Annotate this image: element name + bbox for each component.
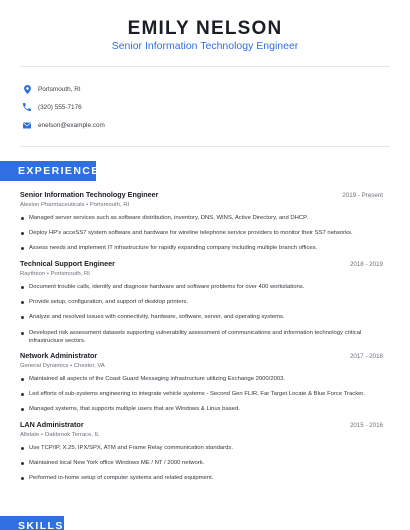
job-bullets bbox=[20, 375, 383, 414]
job-title: Senior Information Technology Engineer bbox=[20, 190, 159, 199]
job-bullets bbox=[20, 283, 383, 345]
job-bullet: Performed in-home setup of computer systems and related equipment. bbox=[20, 474, 383, 482]
job-bullets bbox=[20, 444, 383, 483]
job-company: General Dynamics • Chester, VA bbox=[20, 363, 105, 369]
job-entry bbox=[20, 420, 383, 490]
job-title: LAN Administrator bbox=[20, 420, 84, 429]
phone-icon bbox=[20, 100, 34, 114]
job-entry bbox=[20, 351, 383, 421]
job-bullet: Document trouble calls, identify and diagnose hardware and software problems for over 400 workstations. bbox=[20, 283, 383, 291]
section-header-experience: EXPERIENCE bbox=[0, 161, 96, 181]
job-entry bbox=[20, 190, 383, 260]
job-bullet: Managed server services such as software distribution, inventory, DNS, WINS, Active Directory, and DHCP. bbox=[20, 214, 383, 222]
job-bullet: Use TCP/IP, X.25, IPX/SPX, ATM and Frame Relay communication standards. bbox=[20, 444, 383, 452]
job-bullet: Maintained local New York office Windows ME / NT / 2000 network. bbox=[20, 459, 383, 467]
job-company: Allstate • Oakbrook Terrace, IL bbox=[20, 432, 100, 438]
job-dates: 2017 - 2018 bbox=[349, 353, 383, 360]
section-header-skills: SKILLS bbox=[0, 516, 64, 530]
email-icon bbox=[20, 118, 34, 132]
job-title: Network Administrator bbox=[20, 351, 98, 360]
job-bullet: Assess needs and implement IT infrastructure for rapidly expanding company including multiple branch offices. bbox=[20, 244, 383, 252]
job-title: Technical Support Engineer bbox=[20, 259, 115, 268]
job-bullet: Analyze and resolved issues with connectivity, hardware, software, server, and operating systems. bbox=[20, 313, 383, 321]
candidate-title: Senior Information Technology Engineer bbox=[111, 40, 299, 52]
header-divider bbox=[20, 66, 390, 67]
job-company: Raytheon • Portsmouth, RI bbox=[20, 271, 90, 277]
job-entry bbox=[20, 259, 383, 352]
candidate-name: EMILY NELSON bbox=[127, 18, 283, 39]
job-bullet: Deploy HP's acceSS7 system software and hardware for wireline telephone service providers to monitor their SS7 networks. bbox=[20, 229, 383, 237]
job-company: Alexion Pharmaceuticals • Portsmouth, RI bbox=[20, 202, 130, 208]
contact-divider bbox=[20, 146, 390, 147]
job-dates: 2018 - 2019 bbox=[349, 261, 383, 268]
job-bullets bbox=[20, 214, 383, 253]
contact-phone bbox=[20, 100, 82, 114]
contact-email bbox=[20, 118, 105, 132]
job-dates: 2019 - Present bbox=[342, 192, 383, 199]
job-bullet: Developed risk assessment datasets supporting vulnerability assessment of communications and information technology critical infrastructure sectors. bbox=[20, 329, 383, 345]
job-dates: 2015 - 2016 bbox=[349, 422, 383, 429]
job-bullet: Managed systems, that supports multiple users that are Windows & Linux based. bbox=[20, 405, 383, 413]
job-bullet: Maintained all aspects of the Coast Guard Messaging infrastructure utilizing Exchange 2000/2003. bbox=[20, 375, 383, 383]
job-bullet: Provide setup, configuration, and support of desktop printers. bbox=[20, 298, 383, 306]
location-pin-icon bbox=[20, 82, 34, 96]
contact-email-text: enelson@example.com bbox=[38, 121, 105, 129]
contact-location bbox=[20, 82, 81, 96]
contact-location-text: Portsmouth, RI bbox=[38, 85, 81, 93]
job-bullet: Led efforts of sub-systems engineering to integrate vehicle systems - Second Gen FLIR, Far Target Locate & Blue Force Tracker. bbox=[20, 390, 383, 398]
contact-phone-text: (320) 555-7176 bbox=[38, 103, 82, 111]
